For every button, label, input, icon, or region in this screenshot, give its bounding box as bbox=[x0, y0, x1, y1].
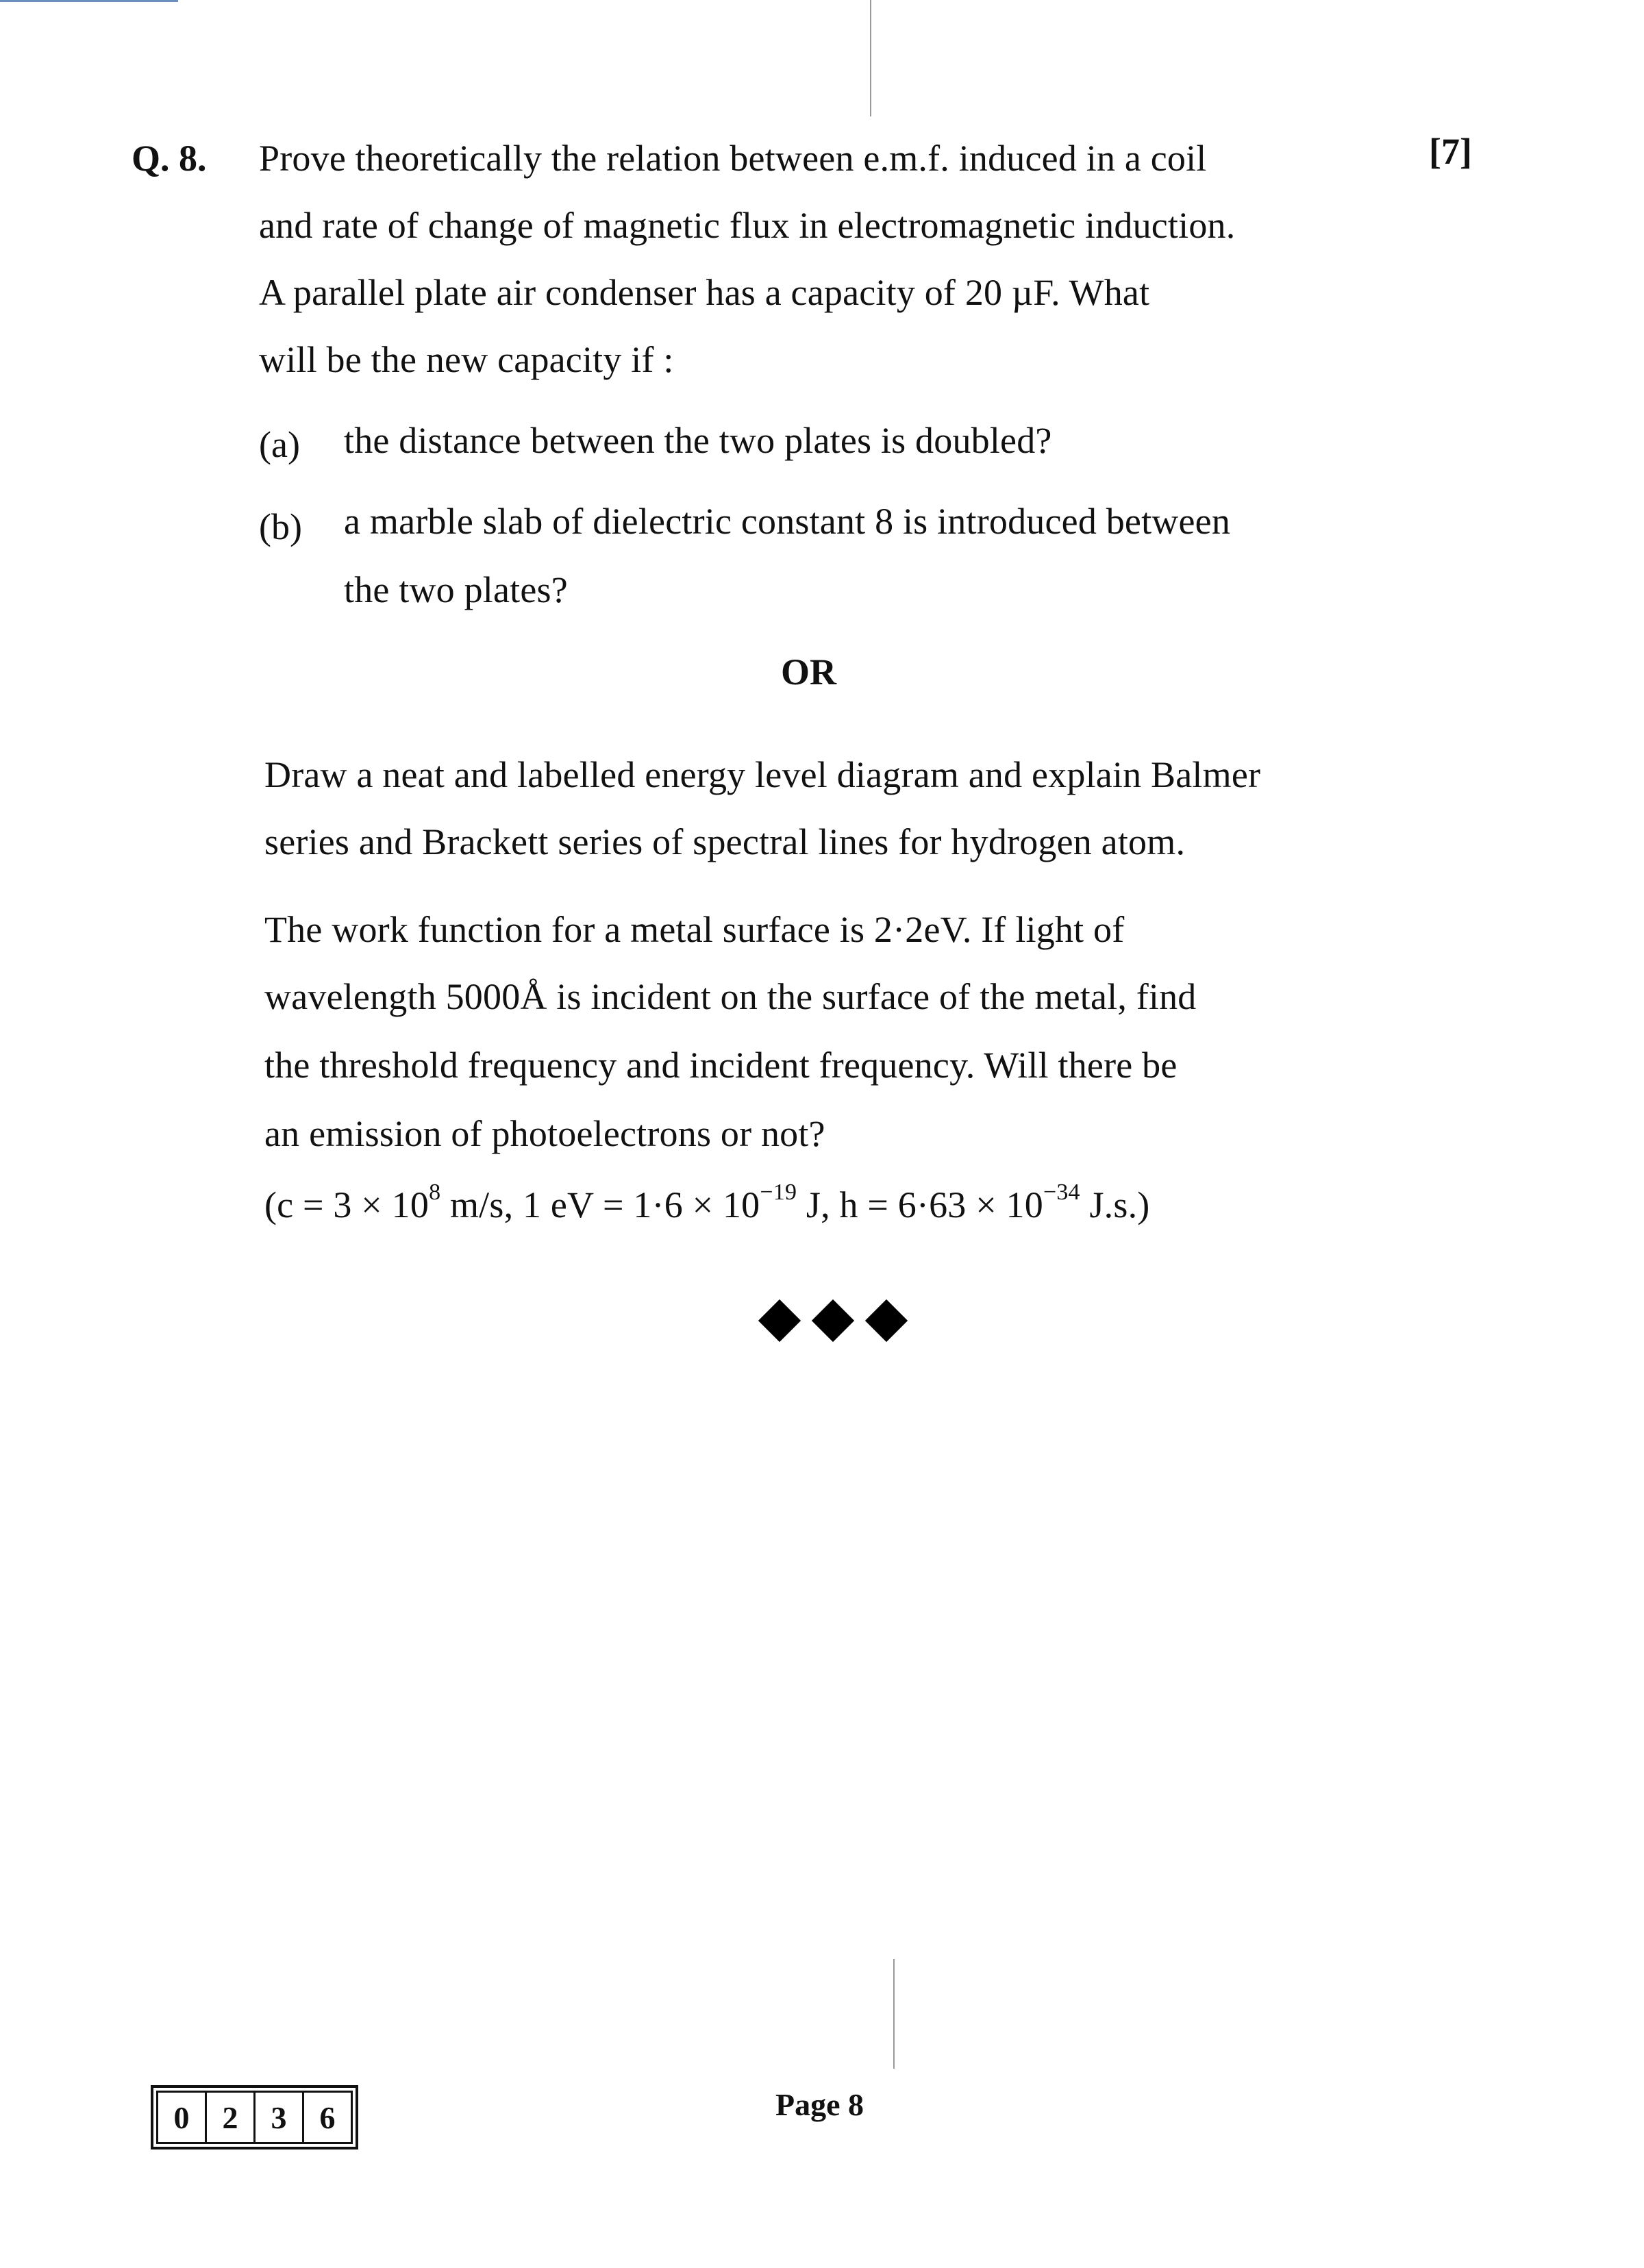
part-label: (a) bbox=[259, 424, 300, 465]
part-label: (b) bbox=[259, 506, 302, 547]
exponent: −19 bbox=[760, 1180, 797, 1205]
part-text: the distance between the two plates is doubled? bbox=[344, 420, 1052, 461]
diamond-icon bbox=[865, 1299, 908, 1342]
question-line: Prove theoretically the relation between e.m.f. induced in a coil bbox=[259, 138, 1207, 179]
alternative-line: the threshold frequency and incident frequency. Will there be bbox=[264, 1045, 1178, 1086]
code-digit: 6 bbox=[304, 2091, 353, 2144]
end-ornament bbox=[756, 1306, 910, 1336]
question-marks: [7] bbox=[1429, 131, 1472, 172]
part-text: a marble slab of dielectric constant 8 is introduced between bbox=[344, 501, 1231, 542]
alternative-line: Draw a neat and labelled energy level diagram and explain Balmer bbox=[264, 754, 1261, 795]
question-line: and rate of change of magnetic flux in electromagnetic induction. bbox=[259, 205, 1236, 246]
alternative-line: The work function for a metal surface is 2·2eV. If light of bbox=[264, 909, 1125, 950]
alternative-line: an emission of photoelectrons or not? bbox=[264, 1113, 825, 1154]
question-number: Q. 8. bbox=[132, 138, 207, 179]
page-number: Page 8 bbox=[775, 2087, 864, 2122]
question-line: will be the new capacity if : bbox=[259, 339, 674, 380]
exponent: 8 bbox=[429, 1180, 441, 1205]
constants-line bbox=[264, 1180, 1150, 1226]
scan-mark bbox=[870, 0, 871, 116]
diamond-icon bbox=[758, 1299, 801, 1342]
code-digit: 2 bbox=[207, 2091, 256, 2144]
code-digit: 0 bbox=[156, 2091, 207, 2144]
constant-c: (c = 3 × 10 bbox=[264, 1184, 429, 1225]
paper-code bbox=[151, 2085, 358, 2149]
constant-h: J, h = 6·63 × 10 bbox=[797, 1184, 1043, 1225]
scan-mark bbox=[893, 1959, 895, 2069]
or-separator: OR bbox=[781, 651, 836, 693]
constant-ev: m/s, 1 eV = 1·6 × 10 bbox=[440, 1184, 760, 1225]
alternative-line: wavelength 5000Å is incident on the surface of the metal, find bbox=[264, 976, 1197, 1017]
exponent: −34 bbox=[1043, 1180, 1080, 1205]
alternative-line: series and Brackett series of spectral lines for hydrogen atom. bbox=[264, 821, 1186, 862]
part-text: the two plates? bbox=[344, 569, 568, 610]
question-line: A parallel plate air condenser has a capacity of 20 µF. What bbox=[259, 272, 1150, 313]
diamond-icon bbox=[812, 1299, 854, 1342]
top-edge-line bbox=[0, 0, 178, 2]
constant-end: J.s.) bbox=[1080, 1184, 1150, 1225]
code-digit: 3 bbox=[256, 2091, 304, 2144]
